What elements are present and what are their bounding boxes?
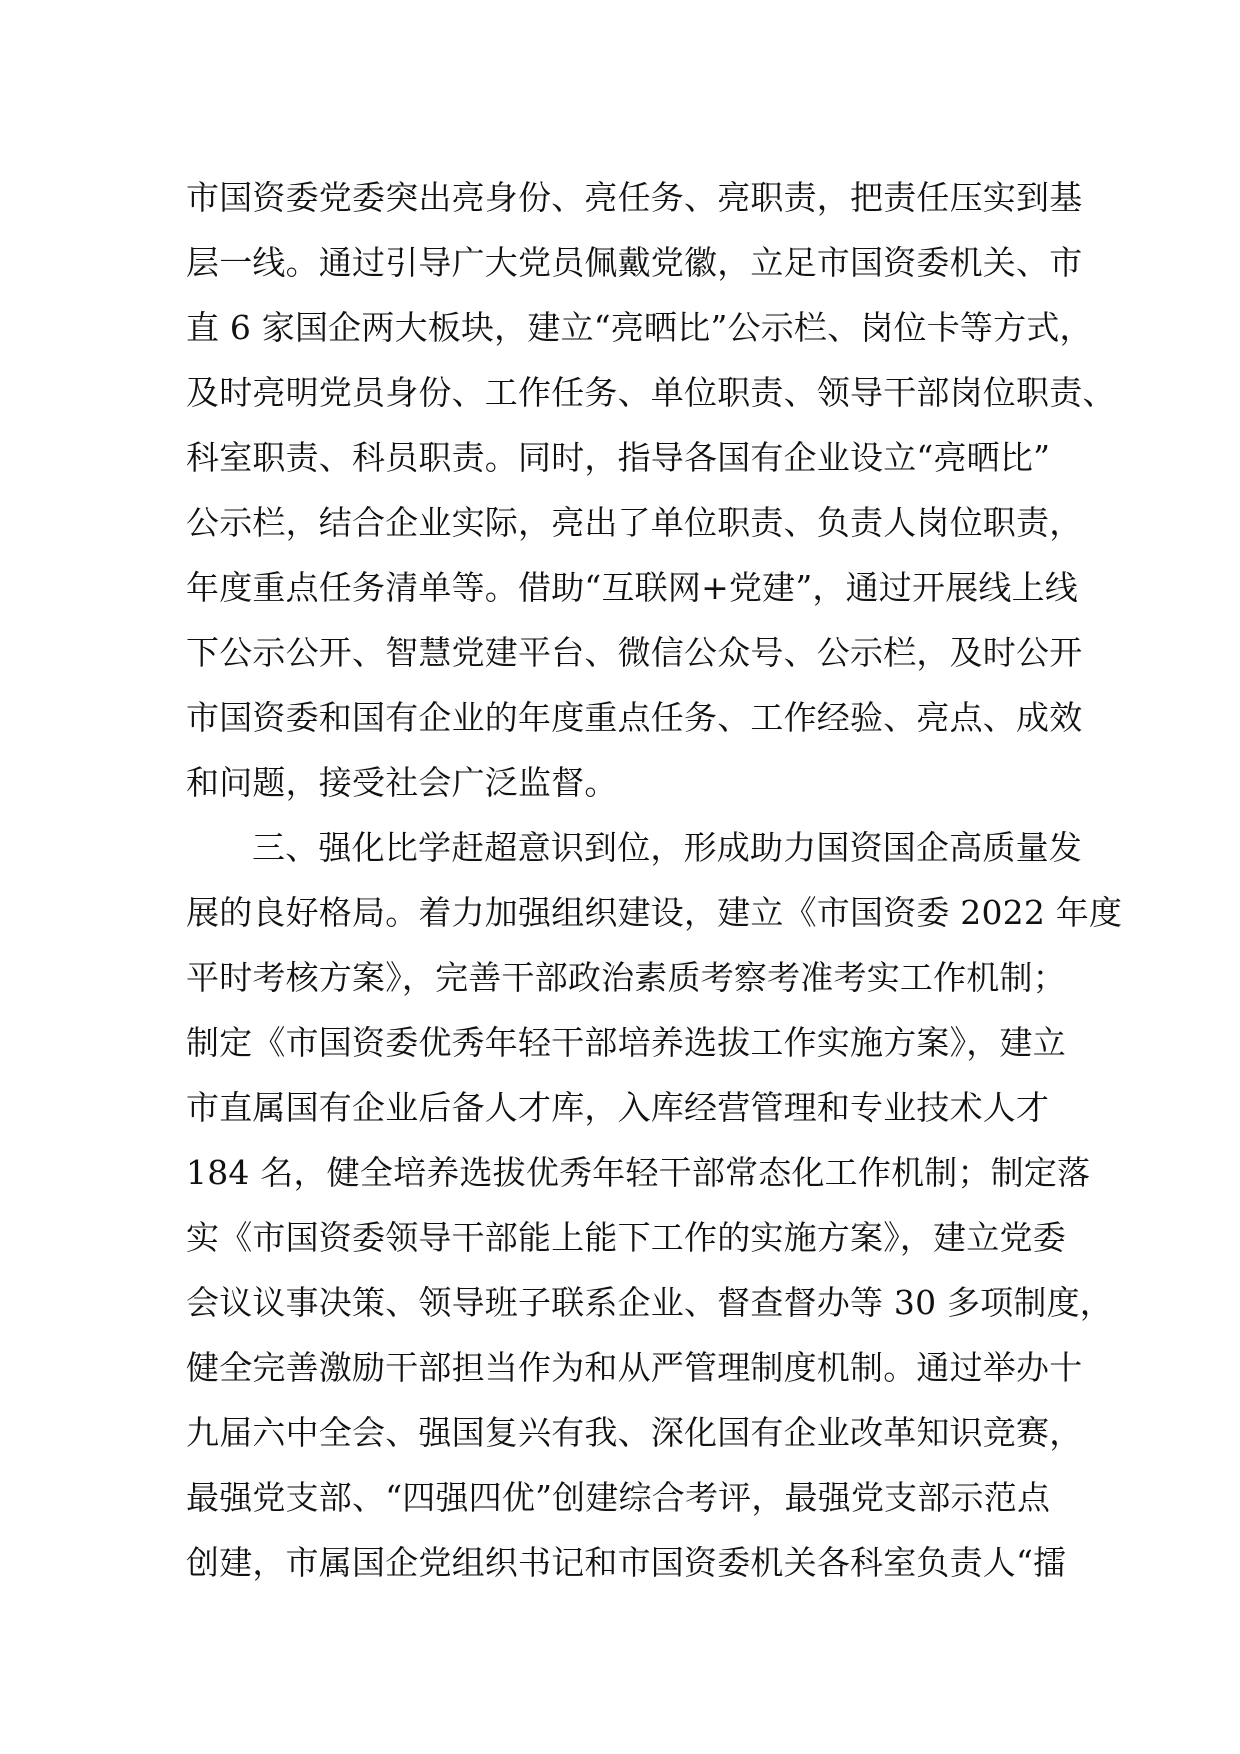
section-three-first-line: 三、强化比学赶超意识到位，形成助力国资国企高质量发 [252,828,1082,867]
text-line: 平时考核方案》，完善干部政治素质考察考准考实工作机制； [186,958,1066,997]
text-line: 下公示公开、智慧党建平台、微信公众号、公示栏，及时公开 [186,633,1083,672]
text-line: 公示栏，结合企业实际，亮出了单位职责、负责人岗位职责， [186,503,1083,542]
text-line: 市国资委党委突出亮身份、亮任务、亮职责，把责任压实到基 [186,178,1083,217]
text-line: 科室职责、科员职责。同时，指导各国有企业设立“亮晒比” [186,438,1051,477]
text-line: 制定《市国资委优秀年轻干部培养选拔工作实施方案》，建立 [186,1023,1066,1062]
body-text [186,165,1123,1595]
text-line: 展的良好格局。着力加强组织建设，建立《市国资委 2022 年度 [186,893,1123,932]
text-line: 直 6 家国企两大板块，建立“亮晒比”公示栏、岗位卡等方式， [186,308,1093,347]
text-line: 年度重点任务清单等。借助“互联网+党建”，通过开展线上线 [186,568,1078,607]
text-line: 会议议事决策、领导班子联系企业、督查督办等 30 多项制度， [186,1283,1113,1322]
text-line: 实《市国资委领导干部能上能下工作的实施方案》，建立党委 [186,1218,1066,1257]
text-line: 健全完善激励干部担当作为和从严管理制度机制。通过举办十 [186,1348,1083,1387]
text-line: 和问题，接受社会广泛监督。 [186,763,618,802]
text-line: 市直属国有企业后备人才库，入库经营管理和专业技术人才 [186,1088,1050,1127]
text-line: 及时亮明党员身份、工作任务、单位职责、领导干部岗位职责、 [186,373,1116,412]
text-line: 最强党支部、“四强四优”创建综合考评，最强党支部示范点 [186,1478,1051,1517]
text-line: 九届六中全会、强国复兴有我、深化国有企业改革知识竞赛， [186,1413,1083,1452]
text-line: 创建，市属国企党组织书记和市国资委机关各科室负责人“擂 [186,1543,1067,1582]
text-line: 184 名，健全培养选拔优秀年轻干部常态化工作机制；制定落 [186,1153,1091,1192]
text-line: 层一线。通过引导广大党员佩戴党徽，立足市国资委机关、市 [186,243,1083,282]
text-line: 市国资委和国有企业的年度重点任务、工作经验、亮点、成效 [186,698,1083,737]
